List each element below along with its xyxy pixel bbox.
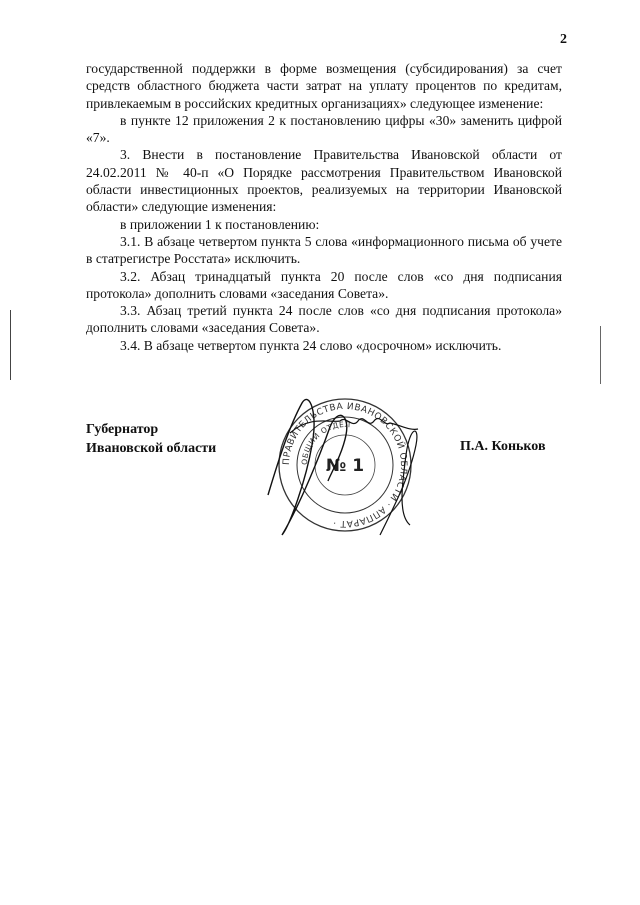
- paragraph-3: 3. Внести в постановление Правительства Ивановской области от 24.02.2011 № 40-п «О Порядке рассмотрения Правительством Ивановской области инвестиционных проектов, реализуемых на территории Ивановской области» следующие изменения:: [86, 147, 562, 215]
- paragraph-5: 3.1. В абзаце четвертом пункта 5 слова «информационного письма об учете в статрегистре Росстата» исключить.: [86, 233, 562, 267]
- paragraph-1: государственной поддержки в форме возмещения (субсидирования) за счет средств областного бюджета части затрат на уплату процентов по кредитам, привлекаемым в российских кредитных организациях» следующее изменение:: [86, 61, 562, 111]
- margin-line-left: [10, 310, 11, 380]
- margin-line-right: [600, 326, 601, 384]
- signatory-title-line1: Губернатор: [86, 422, 159, 437]
- paragraph-8: 3.4. В абзаце четвертом пункта 24 слово «досрочном» исключить.: [120, 337, 502, 353]
- paragraph-7: 3.3. Абзац третий пункта 24 после слов «со дня подписания протокола» дополнить словами «заседания Совета».: [86, 303, 562, 336]
- seal-center-text: № 1: [325, 456, 365, 476]
- seal-inner-text: ОБЩИЙ ОТДЕЛ: [299, 419, 351, 466]
- seal-ring-text: ПРАВИТЕЛЬСТВА ИВАНОВСКОЙ ОБЛАСТИ · АППАРАТ ·: [281, 401, 409, 529]
- page-number: 2: [560, 32, 567, 47]
- seal-and-signature-graphic: [260, 385, 430, 545]
- signatory-title-line2: Ивановской области: [86, 441, 217, 456]
- paragraph-2: в пункте 12 приложения 2 к постановлению цифры «30» заменить цифрой «7».: [86, 112, 562, 146]
- signatory-name: П.А. Коньков: [460, 439, 546, 454]
- signatory-title: [86, 420, 216, 458]
- official-seal: [260, 385, 430, 545]
- paragraph-4: в приложении 1 к постановлению:: [120, 216, 320, 232]
- paragraph-6: 3.2. Абзац тринадцатый пункта 20 после слов «со дня подписания протокола» дополнить словами «заседания Совета».: [86, 268, 562, 301]
- document-body: [86, 60, 562, 354]
